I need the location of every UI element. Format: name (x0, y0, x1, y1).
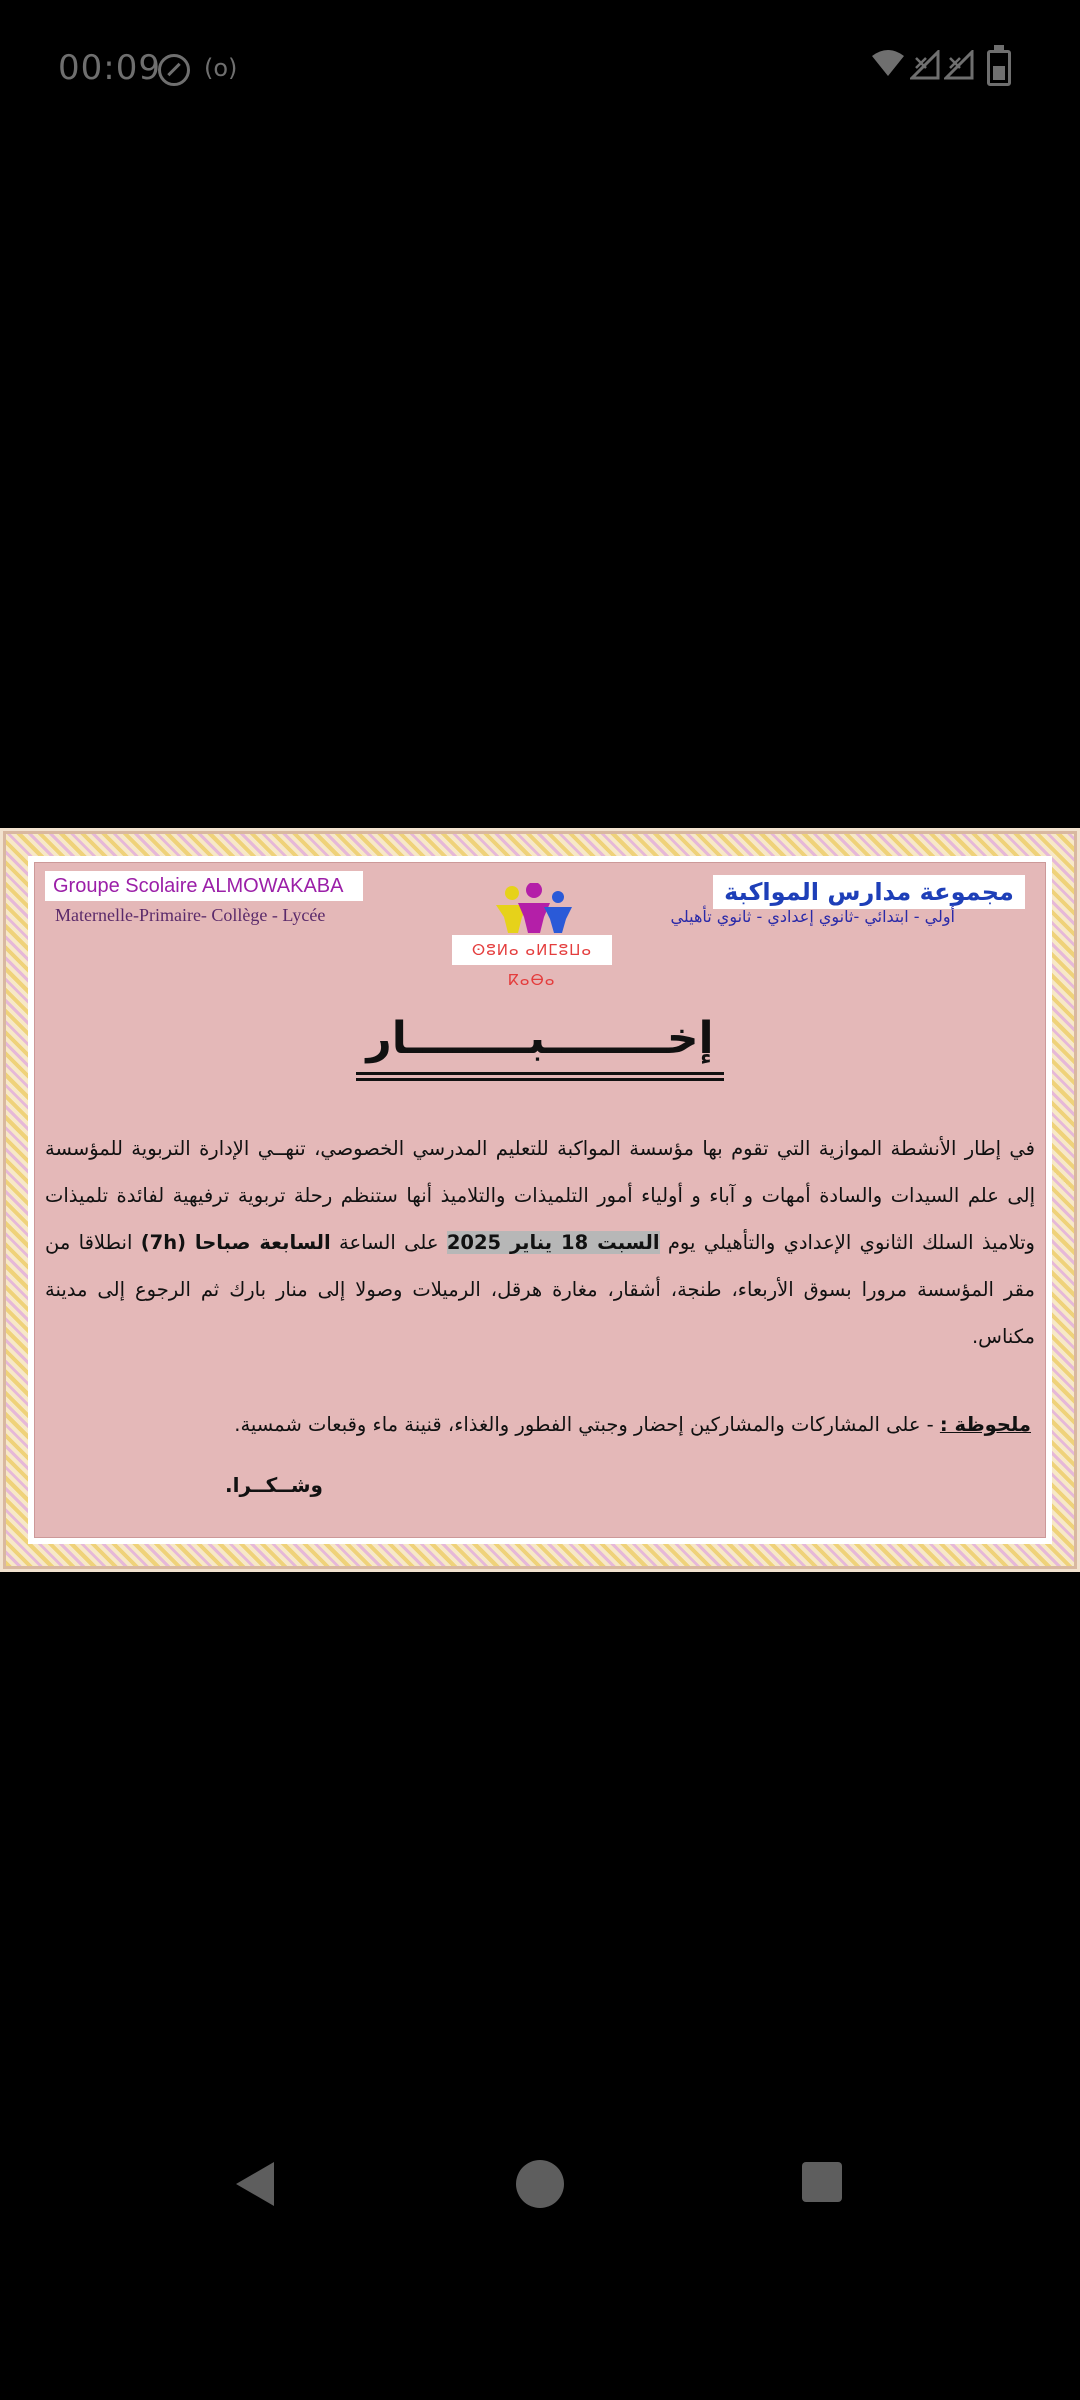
clock: 00:09 (58, 48, 161, 88)
announcement-body (45, 1125, 1035, 1360)
body-text: في إطار الأنشطة الموازية التي تقوم بها مؤسسة المواكبة للتعليم المدرسي الخصوصي، تنهــي الإدارة التربوية للمؤسسة إلى علم السيدات والسادة أمهات و آباء و أولياء أمور التلميذات والتلاميذ أنها ستنظم رحلة تربوية ترفيهية لفائدة تلميذات وتلاميذ السلك الثانوي الإعدادي والتأهيلي يوم (45, 1137, 1035, 1254)
status-bar (0, 0, 1080, 140)
school-levels-fr: Maternelle-Primaire- Collège - Lycée (55, 905, 326, 925)
body-text: على الساعة (330, 1231, 447, 1254)
trip-date: السبت 18 يناير 2025 (446, 1231, 660, 1254)
decorative-border (3, 831, 1077, 1569)
school-name-ar: مجموعة مدارس المواكبة (713, 875, 1025, 909)
title-text: إخــــــــبــــــــار (356, 1013, 723, 1075)
body-text: انطلاقا من مقر المؤسسة مرورا بسوق الأربعاء، طنجة، أشقار، مغارة هرقل، الرميلات وصولا إلى منار بارك ثم الرجوع إلى مدينة مكناس. (45, 1231, 1035, 1348)
signal-icon (910, 50, 940, 80)
note-text: - على المشاركات والمشاركين إحضار وجبتي الفطور والغذاء، قنينة ماء وقبعات شمسية. (234, 1413, 940, 1436)
home-icon[interactable] (516, 2160, 564, 2208)
back-icon[interactable] (236, 2162, 274, 2206)
thanks-text: وشــكــرا. (225, 1473, 323, 1497)
battery-icon (987, 50, 1011, 86)
wifi-icon (870, 48, 906, 78)
note-label: ملحوظة : (939, 1413, 1031, 1436)
announcement-page (34, 862, 1046, 1538)
body-paragraph (45, 1125, 1035, 1360)
cast-icon: (o) (204, 54, 238, 82)
announcement-image[interactable] (0, 828, 1080, 1572)
recents-icon[interactable] (802, 2162, 842, 2202)
school-levels-ar: أولي - ابتدائي -ثانوي إعدادي - ثانوي تأهيلي (670, 907, 955, 926)
inner-frame (28, 856, 1052, 1544)
note (234, 1413, 1031, 1436)
children-logo-icon (452, 883, 612, 935)
school-name-fr: Groupe Scolaire ALMOWAKABA (45, 871, 363, 901)
do-not-disturb-icon (158, 54, 190, 86)
signal-icon (944, 50, 974, 80)
logo-tifinagh-text: ⵙⵓⵍⴰ ⴰⵍⵎⵓⵡⴰ ⴽⴰⴱⴰ (452, 935, 612, 965)
trip-time: السابعة صباحا (7h) (140, 1231, 331, 1254)
announcement-title (35, 1013, 1045, 1075)
navigation-bar (0, 2100, 1080, 2260)
school-logo (452, 883, 612, 989)
